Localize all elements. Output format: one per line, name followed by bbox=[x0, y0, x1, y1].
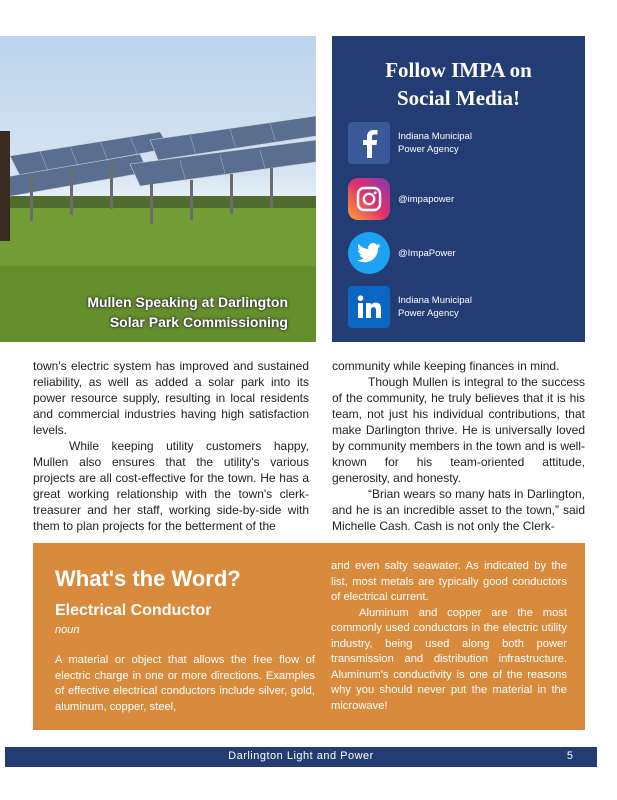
social-item-instagram[interactable] bbox=[348, 178, 518, 220]
linkedin-icon bbox=[348, 286, 390, 328]
word-term: Electrical Conductor bbox=[55, 602, 212, 619]
facebook-label-line-1: Indiana Municipal bbox=[398, 131, 472, 142]
article-paragraph: Though Mullen is integral to the success of the community, he truly believes that it is his team, not just his individual contributions, that make Darlington thrive. He is universally loved by community members in the town and is well-known for his team-oriented attitude, generosity, and honesty. bbox=[332, 375, 585, 485]
social-title bbox=[332, 56, 585, 112]
social-media-panel bbox=[332, 36, 585, 342]
social-item-facebook[interactable] bbox=[348, 122, 518, 164]
word-box-right-column bbox=[331, 559, 567, 714]
linkedin-label-line-2: Power Agency bbox=[398, 308, 459, 319]
social-title-line-1: Follow IMPA on bbox=[385, 58, 532, 82]
social-item-linkedin[interactable] bbox=[348, 286, 518, 328]
photo-caption bbox=[87, 292, 288, 332]
solar-park-photo bbox=[0, 36, 316, 342]
photo-caption-line-1: Mullen Speaking at Darlington bbox=[87, 294, 288, 310]
article-paragraph: While keeping utility customers happy, Mullen also ensures that the utility's various projects are all cost-effective for the town. He has a great working relationship with the town's clerk-treasurer and her staff, working side-by-side with them to plan projects for the betterment of the bbox=[33, 439, 309, 533]
facebook-icon bbox=[348, 122, 390, 164]
article-paragraph: town's electric system has improved and sustained reliability, as well as added a solar park into its power resource supply, resulting in local residents and commercial industries having high satisfaction levels. bbox=[33, 359, 309, 437]
article-column-right bbox=[332, 358, 585, 534]
social-label-twitter bbox=[398, 247, 518, 260]
twitter-icon bbox=[348, 232, 390, 274]
social-label-facebook bbox=[398, 130, 518, 156]
word-part-of-speech: noun bbox=[55, 624, 80, 636]
social-label-instagram bbox=[398, 193, 518, 206]
social-label-linkedin bbox=[398, 294, 518, 320]
page-footer bbox=[5, 747, 597, 767]
word-paragraph: and even salty seawater. As indicated by the list, most metals are typically good conductors of electrical current. bbox=[331, 560, 567, 603]
article-paragraph: community while keeping finances in mind. bbox=[332, 359, 560, 373]
article-paragraph: “Brian wears so many hats in Darlington, and he is an incredible asset to the town,” said Michelle Cash. Cash is not only the Clerk- bbox=[332, 487, 585, 533]
word-paragraph: Aluminum and copper are the most commonly used conductors in the electric utility industry, being used along both power transmission and distribution infrastructure. Aluminum's conductivity is one of the reasons why you should never put the material in the microwave! bbox=[331, 606, 567, 712]
instagram-icon bbox=[348, 178, 390, 220]
social-item-twitter[interactable] bbox=[348, 232, 518, 274]
word-definition: A material or object that allows the free flow of electric charge in one or more directions. Examples of effective electrical conductors include silver, gold, aluminum, copper, steel, bbox=[55, 654, 315, 713]
social-title-line-2: Social Media! bbox=[396, 86, 521, 110]
whats-the-word-box bbox=[33, 543, 585, 730]
twitter-label: @ImpaPower bbox=[398, 247, 456, 259]
article-column-left bbox=[33, 358, 309, 534]
footer-title: Darlington Light and Power bbox=[228, 750, 374, 762]
linkedin-label-line-1: Indiana Municipal bbox=[398, 295, 472, 306]
word-box-title: What's the Word? bbox=[55, 566, 241, 591]
photo-caption-line-2: Solar Park Commissioning bbox=[109, 314, 288, 330]
facebook-label-line-2: Power Agency bbox=[398, 144, 459, 155]
instagram-label: @impapower bbox=[398, 193, 455, 205]
page-number: 5 bbox=[566, 750, 573, 762]
